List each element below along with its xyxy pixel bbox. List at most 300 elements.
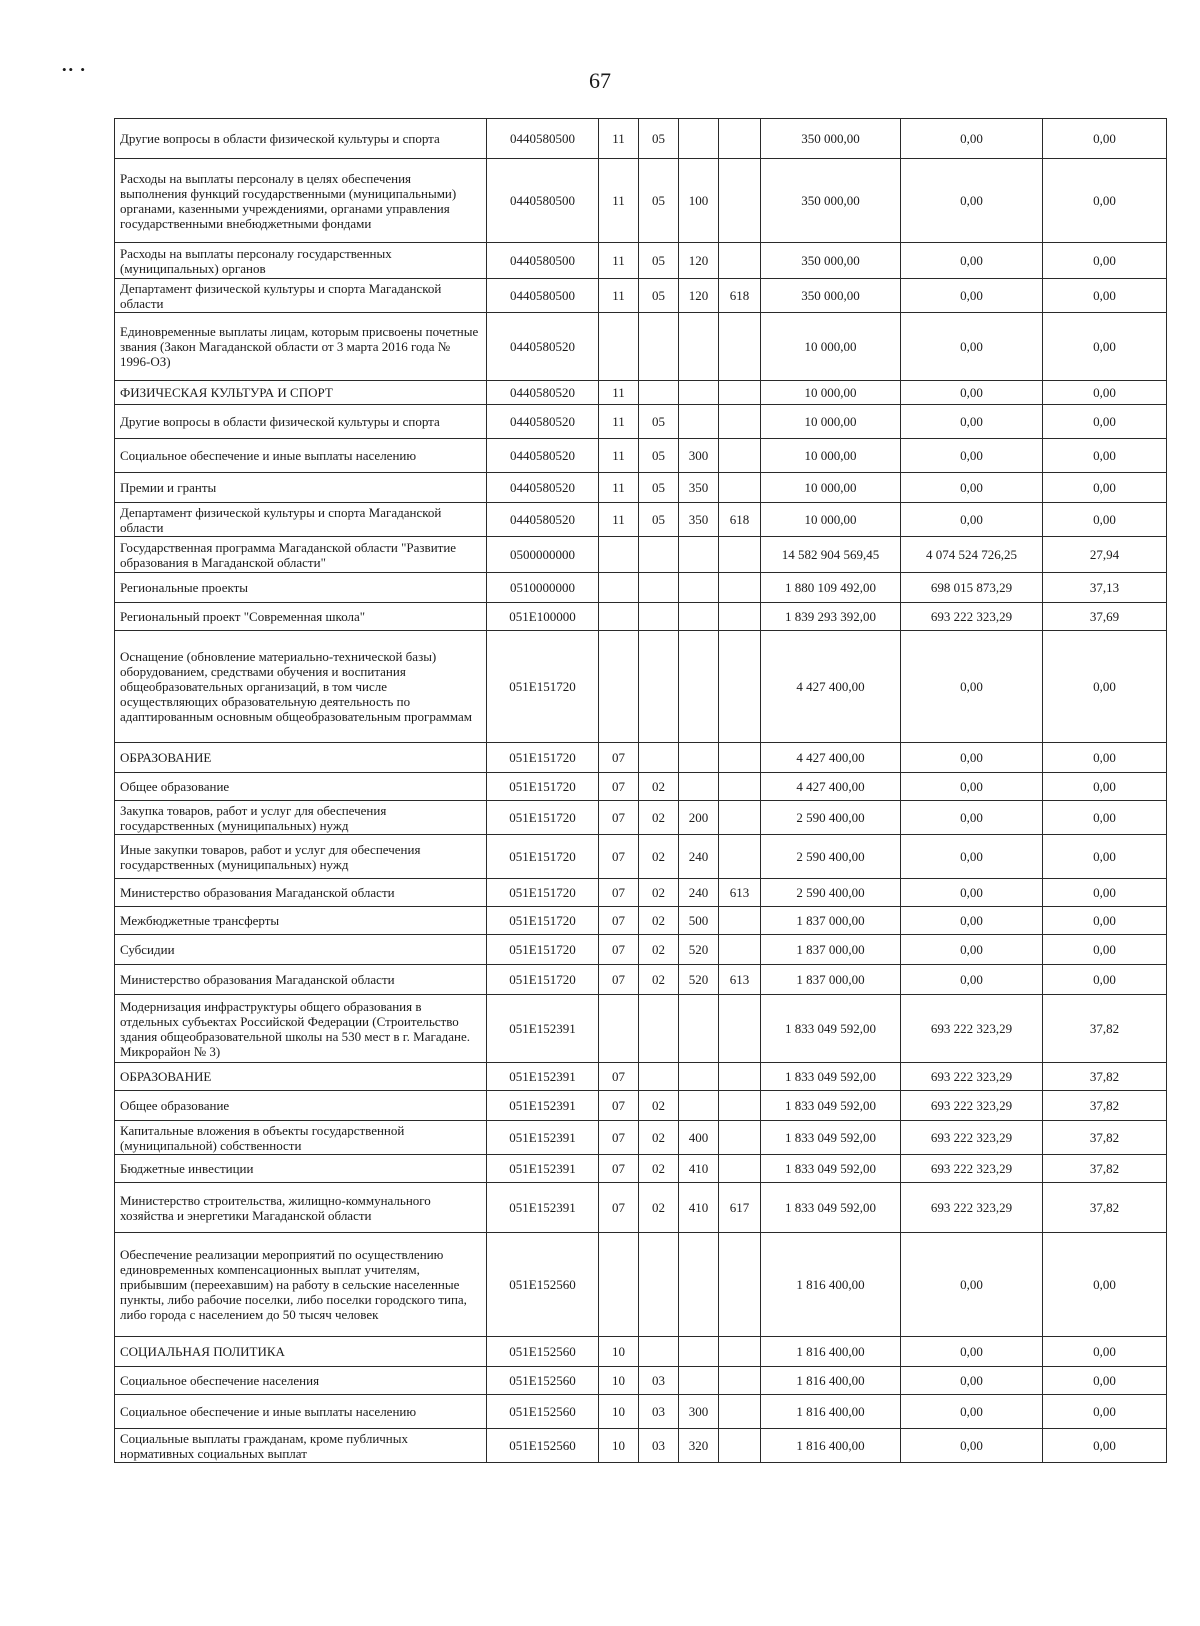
section-code: 07 bbox=[599, 743, 639, 773]
executed-amount: 0,00 bbox=[901, 935, 1043, 965]
table-row bbox=[115, 935, 1167, 965]
section-code: 11 bbox=[599, 503, 639, 537]
executed-amount: 693 222 323,29 bbox=[901, 1091, 1043, 1121]
expense-name: Государственная программа Магаданской области "Развитие образования в Магаданской области" bbox=[115, 537, 487, 573]
expense-name: Департамент физической культуры и спорта Магаданской области bbox=[115, 503, 487, 537]
expense-type-code bbox=[679, 995, 719, 1063]
section-code bbox=[599, 573, 639, 603]
planned-amount: 1 833 049 592,00 bbox=[761, 1091, 901, 1121]
subsection-code: 05 bbox=[639, 243, 679, 279]
execution-percent: 0,00 bbox=[1043, 907, 1167, 935]
expense-name: Единовременные выплаты лицам, которым присвоены почетные звания (Закон Магаданской области от 3 марта 2016 года № 1996-ОЗ) bbox=[115, 313, 487, 381]
subsection-code bbox=[639, 743, 679, 773]
expense-type-code: 240 bbox=[679, 835, 719, 879]
expense-name: СОЦИАЛЬНАЯ ПОЛИТИКА bbox=[115, 1337, 487, 1367]
target-article-code: 051E151720 bbox=[487, 907, 599, 935]
expense-name: Межбюджетные трансферты bbox=[115, 907, 487, 935]
budget-table bbox=[114, 118, 1167, 1463]
subsection-code bbox=[639, 1337, 679, 1367]
executed-amount: 0,00 bbox=[901, 119, 1043, 159]
planned-amount: 1 816 400,00 bbox=[761, 1395, 901, 1429]
subsection-code: 05 bbox=[639, 405, 679, 439]
table-row bbox=[115, 537, 1167, 573]
administrator-code bbox=[719, 1155, 761, 1183]
expense-name: Социальные выплаты гражданам, кроме публичных нормативных социальных выплат bbox=[115, 1429, 487, 1463]
planned-amount: 1 816 400,00 bbox=[761, 1337, 901, 1367]
target-article-code: 051E152560 bbox=[487, 1429, 599, 1463]
expense-type-code: 320 bbox=[679, 1429, 719, 1463]
expense-type-code: 500 bbox=[679, 907, 719, 935]
administrator-code bbox=[719, 907, 761, 935]
section-code: 07 bbox=[599, 1183, 639, 1233]
table-row bbox=[115, 1091, 1167, 1121]
executed-amount: 0,00 bbox=[901, 835, 1043, 879]
execution-percent: 0,00 bbox=[1043, 439, 1167, 473]
subsection-code: 02 bbox=[639, 1183, 679, 1233]
execution-percent: 37,82 bbox=[1043, 1063, 1167, 1091]
subsection-code bbox=[639, 537, 679, 573]
expense-name: Иные закупки товаров, работ и услуг для обеспечения государственных (муниципальных) нужд bbox=[115, 835, 487, 879]
execution-percent: 0,00 bbox=[1043, 965, 1167, 995]
expense-type-code: 120 bbox=[679, 279, 719, 313]
expense-type-code bbox=[679, 743, 719, 773]
table-row bbox=[115, 1429, 1167, 1463]
target-article-code: 0440580520 bbox=[487, 473, 599, 503]
table-row bbox=[115, 1367, 1167, 1395]
execution-percent: 0,00 bbox=[1043, 1429, 1167, 1463]
target-article-code: 0510000000 bbox=[487, 573, 599, 603]
executed-amount: 0,00 bbox=[901, 1367, 1043, 1395]
executed-amount: 0,00 bbox=[901, 743, 1043, 773]
expense-type-code bbox=[679, 1367, 719, 1395]
expense-type-code bbox=[679, 381, 719, 405]
target-article-code: 051E152560 bbox=[487, 1233, 599, 1337]
target-article-code: 051E152560 bbox=[487, 1337, 599, 1367]
administrator-code bbox=[719, 1395, 761, 1429]
expense-name: Социальное обеспечение и иные выплаты населению bbox=[115, 439, 487, 473]
expense-name: Оснащение (обновление материально-технической базы) оборудованием, средствами обучения и воспитания общеобразовательных организаций, в том числе осуществляющих образовательную деятельность по адаптированным основным общеобразовательным программам bbox=[115, 631, 487, 743]
section-code: 10 bbox=[599, 1429, 639, 1463]
subsection-code: 05 bbox=[639, 473, 679, 503]
execution-percent: 0,00 bbox=[1043, 743, 1167, 773]
planned-amount: 1 816 400,00 bbox=[761, 1429, 901, 1463]
expense-name: Региональные проекты bbox=[115, 573, 487, 603]
target-article-code: 051E152391 bbox=[487, 1121, 599, 1155]
expense-type-code bbox=[679, 537, 719, 573]
planned-amount: 350 000,00 bbox=[761, 159, 901, 243]
executed-amount: 693 222 323,29 bbox=[901, 603, 1043, 631]
subsection-code: 02 bbox=[639, 801, 679, 835]
executed-amount: 0,00 bbox=[901, 381, 1043, 405]
table-row bbox=[115, 159, 1167, 243]
section-code: 07 bbox=[599, 773, 639, 801]
section-code bbox=[599, 631, 639, 743]
planned-amount: 1 816 400,00 bbox=[761, 1367, 901, 1395]
expense-type-code: 300 bbox=[679, 1395, 719, 1429]
section-code: 11 bbox=[599, 439, 639, 473]
section-code: 07 bbox=[599, 965, 639, 995]
administrator-code bbox=[719, 773, 761, 801]
execution-percent: 0,00 bbox=[1043, 313, 1167, 381]
administrator-code bbox=[719, 381, 761, 405]
administrator-code bbox=[719, 119, 761, 159]
subsection-code bbox=[639, 631, 679, 743]
section-code: 07 bbox=[599, 907, 639, 935]
expense-name: Бюджетные инвестиции bbox=[115, 1155, 487, 1183]
expense-type-code bbox=[679, 603, 719, 631]
executed-amount: 0,00 bbox=[901, 801, 1043, 835]
target-article-code: 051E151720 bbox=[487, 801, 599, 835]
subsection-code: 03 bbox=[639, 1367, 679, 1395]
planned-amount: 1 833 049 592,00 bbox=[761, 1063, 901, 1091]
expense-name: Закупка товаров, работ и услуг для обеспечения государственных (муниципальных) нужд bbox=[115, 801, 487, 835]
table-row bbox=[115, 835, 1167, 879]
expense-name: Региональный проект "Современная школа" bbox=[115, 603, 487, 631]
planned-amount: 1 880 109 492,00 bbox=[761, 573, 901, 603]
expense-name: Обеспечение реализации мероприятий по осуществлению единовременных компенсационных выплат учителям, прибывшим (переехавшим) на работу в сельские населенные пункты, либо рабочие поселки, либо поселки городского типа, либо города с населением до 50 тысяч человек bbox=[115, 1233, 487, 1337]
subsection-code: 05 bbox=[639, 159, 679, 243]
expense-type-code bbox=[679, 313, 719, 381]
execution-percent: 37,82 bbox=[1043, 1091, 1167, 1121]
table-row bbox=[115, 1155, 1167, 1183]
target-article-code: 0500000000 bbox=[487, 537, 599, 573]
expense-type-code: 520 bbox=[679, 965, 719, 995]
execution-percent: 0,00 bbox=[1043, 1233, 1167, 1337]
execution-percent: 0,00 bbox=[1043, 473, 1167, 503]
section-code: 11 bbox=[599, 243, 639, 279]
execution-percent: 0,00 bbox=[1043, 1367, 1167, 1395]
subsection-code bbox=[639, 1233, 679, 1337]
expense-type-code: 300 bbox=[679, 439, 719, 473]
execution-percent: 37,82 bbox=[1043, 1121, 1167, 1155]
page-number: 67 bbox=[589, 68, 611, 93]
execution-percent: 0,00 bbox=[1043, 1337, 1167, 1367]
subsection-code: 02 bbox=[639, 907, 679, 935]
execution-percent: 0,00 bbox=[1043, 119, 1167, 159]
expense-name: Субсидии bbox=[115, 935, 487, 965]
execution-percent: 37,69 bbox=[1043, 603, 1167, 631]
administrator-code bbox=[719, 159, 761, 243]
execution-percent: 27,94 bbox=[1043, 537, 1167, 573]
subsection-code: 03 bbox=[639, 1395, 679, 1429]
expense-name: Премии и гранты bbox=[115, 473, 487, 503]
administrator-code: 617 bbox=[719, 1183, 761, 1233]
expense-type-code: 410 bbox=[679, 1155, 719, 1183]
target-article-code: 0440580520 bbox=[487, 313, 599, 381]
planned-amount: 1 833 049 592,00 bbox=[761, 1183, 901, 1233]
expense-type-code: 350 bbox=[679, 503, 719, 537]
table-row bbox=[115, 965, 1167, 995]
subsection-code: 05 bbox=[639, 119, 679, 159]
administrator-code bbox=[719, 835, 761, 879]
table-row bbox=[115, 313, 1167, 381]
expense-type-code bbox=[679, 119, 719, 159]
target-article-code: 0440580500 bbox=[487, 243, 599, 279]
expense-type-code bbox=[679, 1091, 719, 1121]
execution-percent: 0,00 bbox=[1043, 243, 1167, 279]
expense-name: Общее образование bbox=[115, 1091, 487, 1121]
target-article-code: 051E152391 bbox=[487, 1063, 599, 1091]
execution-percent: 0,00 bbox=[1043, 631, 1167, 743]
executed-amount: 693 222 323,29 bbox=[901, 1121, 1043, 1155]
executed-amount: 693 222 323,29 bbox=[901, 1063, 1043, 1091]
planned-amount: 1 839 293 392,00 bbox=[761, 603, 901, 631]
executed-amount: 0,00 bbox=[901, 1395, 1043, 1429]
administrator-code bbox=[719, 935, 761, 965]
table-row bbox=[115, 631, 1167, 743]
section-code: 11 bbox=[599, 405, 639, 439]
section-code: 11 bbox=[599, 279, 639, 313]
table-row bbox=[115, 405, 1167, 439]
expense-name: ОБРАЗОВАНИЕ bbox=[115, 743, 487, 773]
expense-type-code bbox=[679, 1337, 719, 1367]
administrator-code bbox=[719, 1367, 761, 1395]
planned-amount: 1 833 049 592,00 bbox=[761, 995, 901, 1063]
expense-type-code bbox=[679, 631, 719, 743]
administrator-code bbox=[719, 603, 761, 631]
section-code bbox=[599, 603, 639, 631]
table-row bbox=[115, 473, 1167, 503]
section-code: 07 bbox=[599, 835, 639, 879]
subsection-code bbox=[639, 995, 679, 1063]
section-code: 10 bbox=[599, 1337, 639, 1367]
table-row bbox=[115, 995, 1167, 1063]
administrator-code bbox=[719, 801, 761, 835]
target-article-code: 0440580520 bbox=[487, 503, 599, 537]
execution-percent: 37,82 bbox=[1043, 1155, 1167, 1183]
section-code: 10 bbox=[599, 1395, 639, 1429]
section-code: 11 bbox=[599, 381, 639, 405]
target-article-code: 051E151720 bbox=[487, 935, 599, 965]
target-article-code: 051E152560 bbox=[487, 1395, 599, 1429]
section-code: 11 bbox=[599, 473, 639, 503]
planned-amount: 10 000,00 bbox=[761, 503, 901, 537]
administrator-code bbox=[719, 313, 761, 381]
administrator-code bbox=[719, 1091, 761, 1121]
subsection-code: 05 bbox=[639, 439, 679, 473]
section-code bbox=[599, 537, 639, 573]
administrator-code bbox=[719, 1233, 761, 1337]
executed-amount: 0,00 bbox=[901, 1429, 1043, 1463]
planned-amount: 1 837 000,00 bbox=[761, 935, 901, 965]
subsection-code: 02 bbox=[639, 1155, 679, 1183]
table-row bbox=[115, 1121, 1167, 1155]
execution-percent: 37,82 bbox=[1043, 1183, 1167, 1233]
target-article-code: 051E100000 bbox=[487, 603, 599, 631]
table-row bbox=[115, 1337, 1167, 1367]
planned-amount: 1 816 400,00 bbox=[761, 1233, 901, 1337]
executed-amount: 0,00 bbox=[901, 907, 1043, 935]
executed-amount: 0,00 bbox=[901, 631, 1043, 743]
expense-type-code bbox=[679, 1233, 719, 1337]
executed-amount: 0,00 bbox=[901, 313, 1043, 381]
planned-amount: 350 000,00 bbox=[761, 119, 901, 159]
expense-type-code: 350 bbox=[679, 473, 719, 503]
table-row bbox=[115, 243, 1167, 279]
expense-type-code bbox=[679, 573, 719, 603]
expense-name: Общее образование bbox=[115, 773, 487, 801]
section-code: 07 bbox=[599, 1063, 639, 1091]
planned-amount: 10 000,00 bbox=[761, 439, 901, 473]
target-article-code: 051E151720 bbox=[487, 879, 599, 907]
target-article-code: 0440580500 bbox=[487, 159, 599, 243]
expense-name: Министерство образования Магаданской области bbox=[115, 879, 487, 907]
target-article-code: 051E152391 bbox=[487, 1155, 599, 1183]
subsection-code: 02 bbox=[639, 773, 679, 801]
administrator-code bbox=[719, 1337, 761, 1367]
expense-name: Капитальные вложения в объекты государственной (муниципальной) собственности bbox=[115, 1121, 487, 1155]
execution-percent: 0,00 bbox=[1043, 1395, 1167, 1429]
subsection-code: 05 bbox=[639, 503, 679, 537]
subsection-code: 02 bbox=[639, 965, 679, 995]
section-code: 07 bbox=[599, 1155, 639, 1183]
expense-type-code: 520 bbox=[679, 935, 719, 965]
table-row bbox=[115, 119, 1167, 159]
expense-name: ФИЗИЧЕСКАЯ КУЛЬТУРА И СПОРТ bbox=[115, 381, 487, 405]
executed-amount: 693 222 323,29 bbox=[901, 1155, 1043, 1183]
section-code: 07 bbox=[599, 1121, 639, 1155]
table-row bbox=[115, 1395, 1167, 1429]
expense-type-code bbox=[679, 405, 719, 439]
table-row bbox=[115, 1233, 1167, 1337]
execution-percent: 0,00 bbox=[1043, 279, 1167, 313]
table-row bbox=[115, 879, 1167, 907]
executed-amount: 0,00 bbox=[901, 879, 1043, 907]
section-code bbox=[599, 995, 639, 1063]
target-article-code: 051E151720 bbox=[487, 773, 599, 801]
planned-amount: 14 582 904 569,45 bbox=[761, 537, 901, 573]
executed-amount: 0,00 bbox=[901, 503, 1043, 537]
expense-name: Расходы на выплаты персоналу в целях обеспечения выполнения функций государственными (муниципальными) органами, казенными учреждениями, органами управления государственными внебюджетными фондами bbox=[115, 159, 487, 243]
planned-amount: 10 000,00 bbox=[761, 473, 901, 503]
planned-amount: 350 000,00 bbox=[761, 243, 901, 279]
target-article-code: 051E152391 bbox=[487, 1183, 599, 1233]
execution-percent: 37,13 bbox=[1043, 573, 1167, 603]
planned-amount: 1 837 000,00 bbox=[761, 907, 901, 935]
execution-percent: 0,00 bbox=[1043, 835, 1167, 879]
planned-amount: 1 833 049 592,00 bbox=[761, 1121, 901, 1155]
expense-name: Модернизация инфраструктуры общего образования в отдельных субъектах Российской Федерации (Строительство здания общеобразовательной школы на 530 мест в г. Магадане. Микрорайон № 3) bbox=[115, 995, 487, 1063]
subsection-code: 05 bbox=[639, 279, 679, 313]
execution-percent: 0,00 bbox=[1043, 801, 1167, 835]
executed-amount: 0,00 bbox=[901, 773, 1043, 801]
administrator-code bbox=[719, 995, 761, 1063]
execution-percent: 0,00 bbox=[1043, 773, 1167, 801]
executed-amount: 698 015 873,29 bbox=[901, 573, 1043, 603]
administrator-code bbox=[719, 1121, 761, 1155]
execution-percent: 0,00 bbox=[1043, 879, 1167, 907]
budget-table-body bbox=[115, 119, 1167, 1463]
subsection-code: 02 bbox=[639, 1091, 679, 1121]
expense-name: Другие вопросы в области физической культуры и спорта bbox=[115, 405, 487, 439]
administrator-code: 613 bbox=[719, 965, 761, 995]
target-article-code: 051E151720 bbox=[487, 631, 599, 743]
subsection-code bbox=[639, 573, 679, 603]
execution-percent: 0,00 bbox=[1043, 935, 1167, 965]
planned-amount: 1 833 049 592,00 bbox=[761, 1155, 901, 1183]
administrator-code: 618 bbox=[719, 503, 761, 537]
planned-amount: 2 590 400,00 bbox=[761, 835, 901, 879]
target-article-code: 0440580520 bbox=[487, 381, 599, 405]
administrator-code bbox=[719, 631, 761, 743]
executed-amount: 0,00 bbox=[901, 439, 1043, 473]
target-article-code: 0440580520 bbox=[487, 405, 599, 439]
table-row bbox=[115, 907, 1167, 935]
administrator-code bbox=[719, 473, 761, 503]
planned-amount: 4 427 400,00 bbox=[761, 631, 901, 743]
execution-percent: 0,00 bbox=[1043, 381, 1167, 405]
expense-name: Министерство строительства, жилищно-коммунального хозяйства и энергетики Магаданской области bbox=[115, 1183, 487, 1233]
section-code: 10 bbox=[599, 1367, 639, 1395]
section-code: 07 bbox=[599, 1091, 639, 1121]
subsection-code: 02 bbox=[639, 935, 679, 965]
planned-amount: 2 590 400,00 bbox=[761, 801, 901, 835]
executed-amount: 0,00 bbox=[901, 405, 1043, 439]
subsection-code: 02 bbox=[639, 879, 679, 907]
executed-amount: 0,00 bbox=[901, 1337, 1043, 1367]
executed-amount: 0,00 bbox=[901, 473, 1043, 503]
expense-name: Департамент физической культуры и спорта Магаданской области bbox=[115, 279, 487, 313]
target-article-code: 0440580500 bbox=[487, 279, 599, 313]
planned-amount: 10 000,00 bbox=[761, 381, 901, 405]
table-row bbox=[115, 743, 1167, 773]
table-row bbox=[115, 503, 1167, 537]
executed-amount: 0,00 bbox=[901, 279, 1043, 313]
subsection-code bbox=[639, 313, 679, 381]
expense-name: Социальное обеспечение населения bbox=[115, 1367, 487, 1395]
administrator-code bbox=[719, 743, 761, 773]
target-article-code: 051E151720 bbox=[487, 835, 599, 879]
target-article-code: 0440580520 bbox=[487, 439, 599, 473]
target-article-code: 051E152560 bbox=[487, 1367, 599, 1395]
scan-corner-marks: •• • bbox=[62, 62, 87, 77]
table-row bbox=[115, 573, 1167, 603]
administrator-code: 618 bbox=[719, 279, 761, 313]
administrator-code bbox=[719, 243, 761, 279]
table-row bbox=[115, 381, 1167, 405]
section-code: 07 bbox=[599, 801, 639, 835]
table-row bbox=[115, 801, 1167, 835]
table-row bbox=[115, 279, 1167, 313]
execution-percent: 0,00 bbox=[1043, 405, 1167, 439]
planned-amount: 1 837 000,00 bbox=[761, 965, 901, 995]
executed-amount: 0,00 bbox=[901, 1233, 1043, 1337]
administrator-code: 613 bbox=[719, 879, 761, 907]
section-code: 11 bbox=[599, 159, 639, 243]
expense-type-code: 200 bbox=[679, 801, 719, 835]
expense-type-code: 400 bbox=[679, 1121, 719, 1155]
section-code: 11 bbox=[599, 119, 639, 159]
subsection-code bbox=[639, 381, 679, 405]
target-article-code: 0440580500 bbox=[487, 119, 599, 159]
table-row bbox=[115, 603, 1167, 631]
table-row bbox=[115, 1183, 1167, 1233]
expense-type-code: 120 bbox=[679, 243, 719, 279]
administrator-code bbox=[719, 1063, 761, 1091]
executed-amount: 4 074 524 726,25 bbox=[901, 537, 1043, 573]
administrator-code bbox=[719, 1429, 761, 1463]
executed-amount: 693 222 323,29 bbox=[901, 1183, 1043, 1233]
target-article-code: 051E152391 bbox=[487, 1091, 599, 1121]
executed-amount: 0,00 bbox=[901, 965, 1043, 995]
expense-name: Министерство образования Магаданской области bbox=[115, 965, 487, 995]
executed-amount: 0,00 bbox=[901, 243, 1043, 279]
administrator-code bbox=[719, 439, 761, 473]
subsection-code: 03 bbox=[639, 1429, 679, 1463]
executed-amount: 693 222 323,29 bbox=[901, 995, 1043, 1063]
section-code bbox=[599, 1233, 639, 1337]
expense-type-code: 240 bbox=[679, 879, 719, 907]
